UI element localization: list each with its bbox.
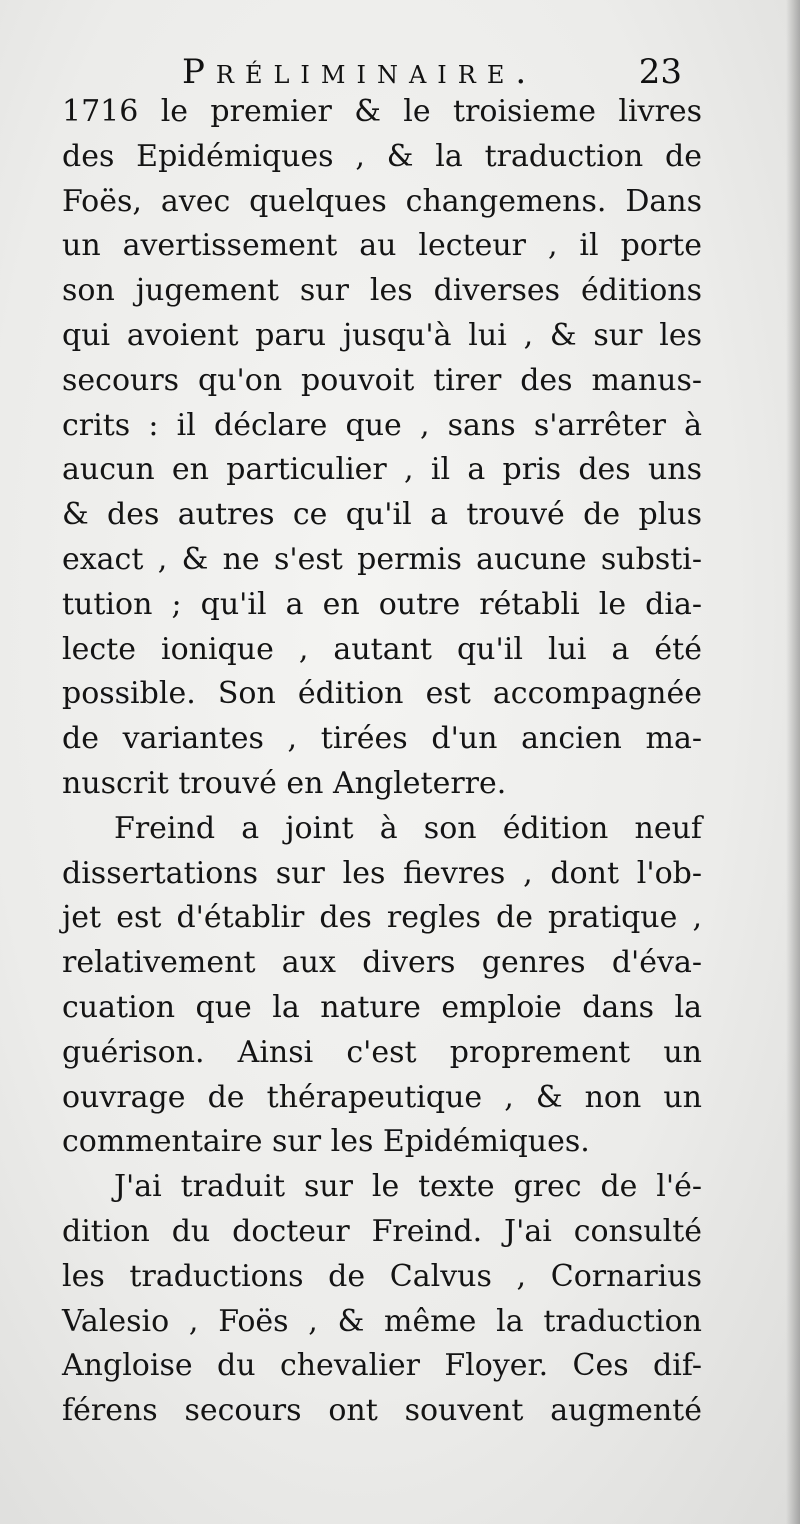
text-line: Valesio , Foës , & même la traduction — [62, 1303, 702, 1339]
text-line: jet est d'établir des regles de pratique , — [62, 900, 702, 936]
text-line: de variantes , tirées d'un ancien ma- — [62, 721, 702, 757]
text-line: nuscrit trouvé en Angleterre. — [62, 765, 507, 801]
text-line: crits : il déclare que , sans s'arrêter à — [62, 407, 702, 443]
text-line: lecte ionique , autant qu'il lui a été — [62, 631, 702, 667]
text-line: Foës, avec quelques changemens. Dans — [62, 183, 702, 219]
text-line: tution ; qu'il a en outre rétabli le dia- — [62, 586, 702, 622]
text-line: possible. Son édition est accompagnée — [62, 676, 702, 712]
text-line: Freind a joint à son édition neuf — [114, 810, 702, 846]
text-line: dition du docteur Freind. J'ai consulté — [62, 1213, 702, 1249]
text-line: ouvrage de thérapeutique , & non un — [62, 1079, 702, 1115]
page-number: 23 — [638, 52, 682, 92]
text-line: J'ai traduit sur le texte grec de l'é- — [114, 1169, 702, 1205]
text-line: des Epidémiques , & la traduction de — [62, 138, 702, 174]
text-line: secours qu'on pouvoit tirer des manus- — [62, 362, 702, 398]
text-line: cuation que la nature emploie dans la — [62, 989, 702, 1025]
text-line: qui avoient paru jusqu'à lui , & sur les — [62, 317, 702, 353]
text-line: 1716 le premier & le troisieme livres — [62, 94, 702, 129]
text-line: commentaire sur les Epidémiques. — [62, 1124, 590, 1160]
body-text — [62, 90, 702, 1434]
text-line: & des autres ce qu'il a trouvé de plus — [62, 497, 702, 533]
text-line: guérison. Ainsi c'est proprement un — [62, 1034, 702, 1070]
text-line: exact , & ne s'est permis aucune substi- — [62, 541, 702, 577]
text-line: Angloise du chevalier Floyer. Ces dif- — [62, 1348, 702, 1384]
running-head: Préliminaire. — [182, 52, 538, 92]
text-line: férens secours ont souvent augmenté — [62, 1393, 702, 1429]
text-line: les traductions de Calvus , Cornarius — [62, 1258, 702, 1294]
page-edge-shadow — [786, 0, 800, 1524]
text-line: dissertations sur les fievres , dont l'ob- — [62, 855, 702, 891]
text-line: son jugement sur les diverses éditions — [62, 273, 702, 309]
text-line: un avertissement au lecteur , il porte — [62, 228, 702, 264]
text-line: relativement aux divers genres d'éva- — [62, 945, 702, 981]
text-line: aucun en particulier , il a pris des uns — [62, 452, 702, 488]
